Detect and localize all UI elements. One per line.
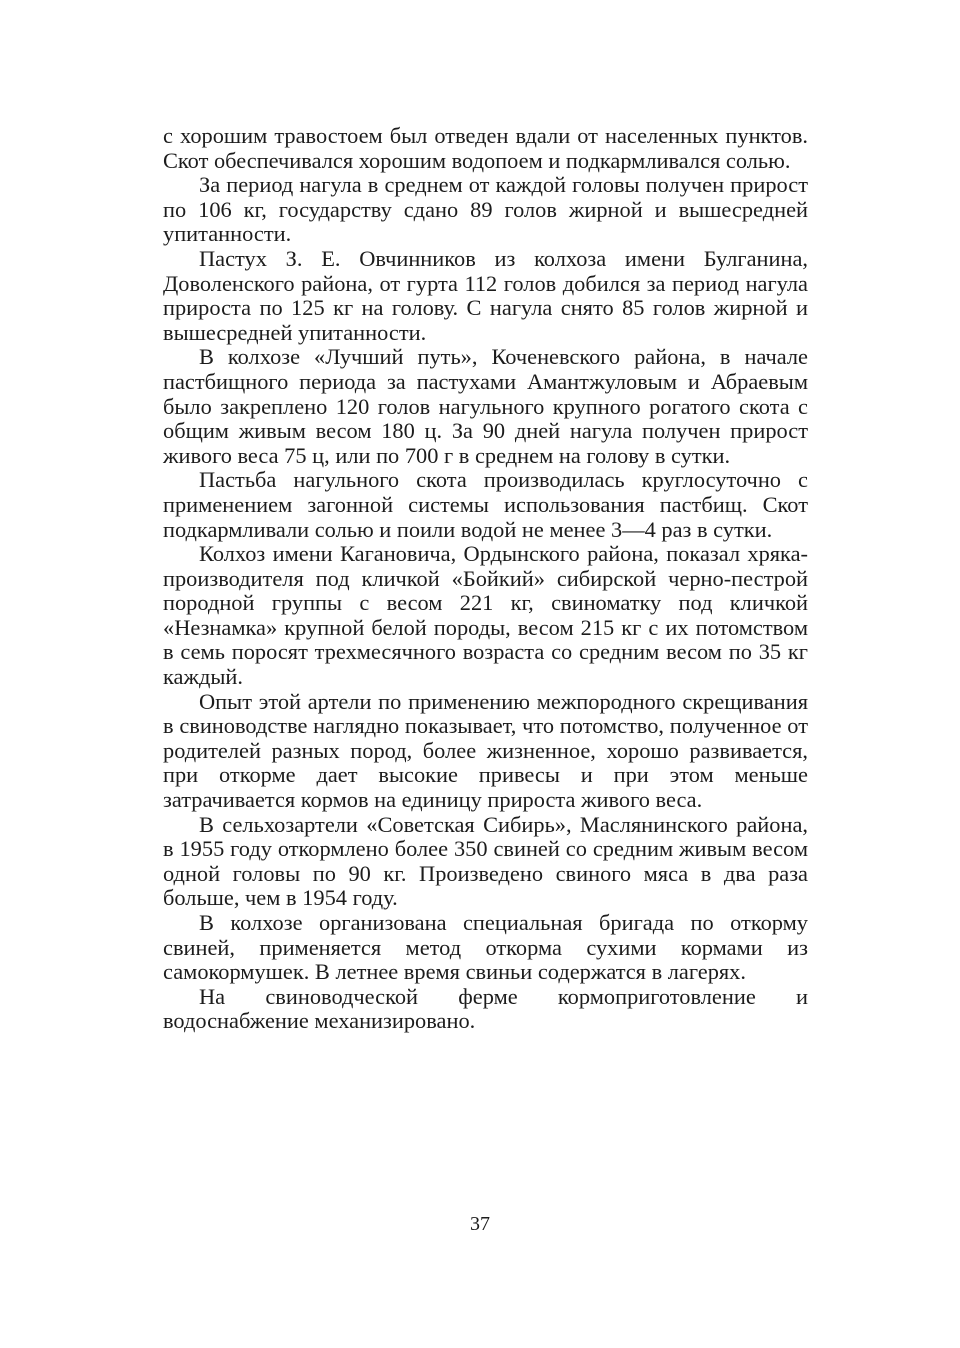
- paragraph-1: с хорошим травостоем был отведен вдали от населенных пунктов. Скот обеспечивался хорошим водопоем и подкармливался солью.: [163, 123, 808, 173]
- paragraph-4: В колхозе «Лучший путь», Коченевского района, в начале пастбищного периода за пастухами Амантжуловым и Абраевым было закреплено 120 голов нагульного крупного рогатого скота с общим живым весом 180 ц. За 90 дней нагула получен прирост живого веса 75 ц, или по 700 г в среднем на голову в сутки.: [163, 344, 808, 468]
- paragraph-9: В колхозе организована специальная бригада по откорму свиней, применяется метод откорма сухими кормами из самокормушек. В летнее время свиньи содержатся в лагерях.: [163, 910, 808, 985]
- paragraph-7: Опыт этой артели по применению межпородного скрещивания в свиноводстве наглядно показывает, что потомство, полученное от родителей разных пород, более жизненное, хорошо развивается, при откорме дает высокие привесы и при этом меньше затрачивается кормов на единицу прироста живого веса.: [163, 688, 808, 813]
- paragraph-5: Пастьба нагульного скота производилась круглосуточно с применением загонной системы использования пастбищ. Скот подкармливали солью и поили водой не менее 3—4 раз в сутки.: [163, 467, 808, 542]
- paragraph-10: На свиноводческой ферме кормоприготовление и водоснабжение механизировано.: [163, 983, 808, 1034]
- paragraph-2: За период нагула в среднем от каждой головы получен прирост по 106 кг, государству сдано 89 голов жирной и вышесредней упитанности.: [163, 172, 808, 247]
- paragraph-6: Колхоз имени Кагановича, Ордынского района, показал хряка-производителя под кличкой «Бойкий» сибирской черно-пестрой породной группы с весом 221 кг, свиноматку под кличкой «Незнамка» крупной белой породы, весом 215 кг с их потомством в семь поросят трехмесячного возраста со средним весом по 35 кг каждый.: [163, 541, 808, 690]
- page-body-text: [163, 124, 808, 1034]
- page-number: 37: [470, 1213, 490, 1235]
- paragraph-8: В сельхозартели «Советская Сибирь», Маслянинского района, в 1955 году откормлено более 350 свиней со средним живым весом одной головы по 90 кг. Произведено свиного мяса в два раза больше, чем в 1954 году.: [163, 811, 808, 911]
- paragraph-3: Пастух З. Е. Овчинников из колхоза имени Булганина, Доволенского района, от гурта 112 голов добился за период нагула прироста по 125 кг на голову. С нагула снято 85 голов жирной и вышесредней упитанности.: [163, 245, 808, 345]
